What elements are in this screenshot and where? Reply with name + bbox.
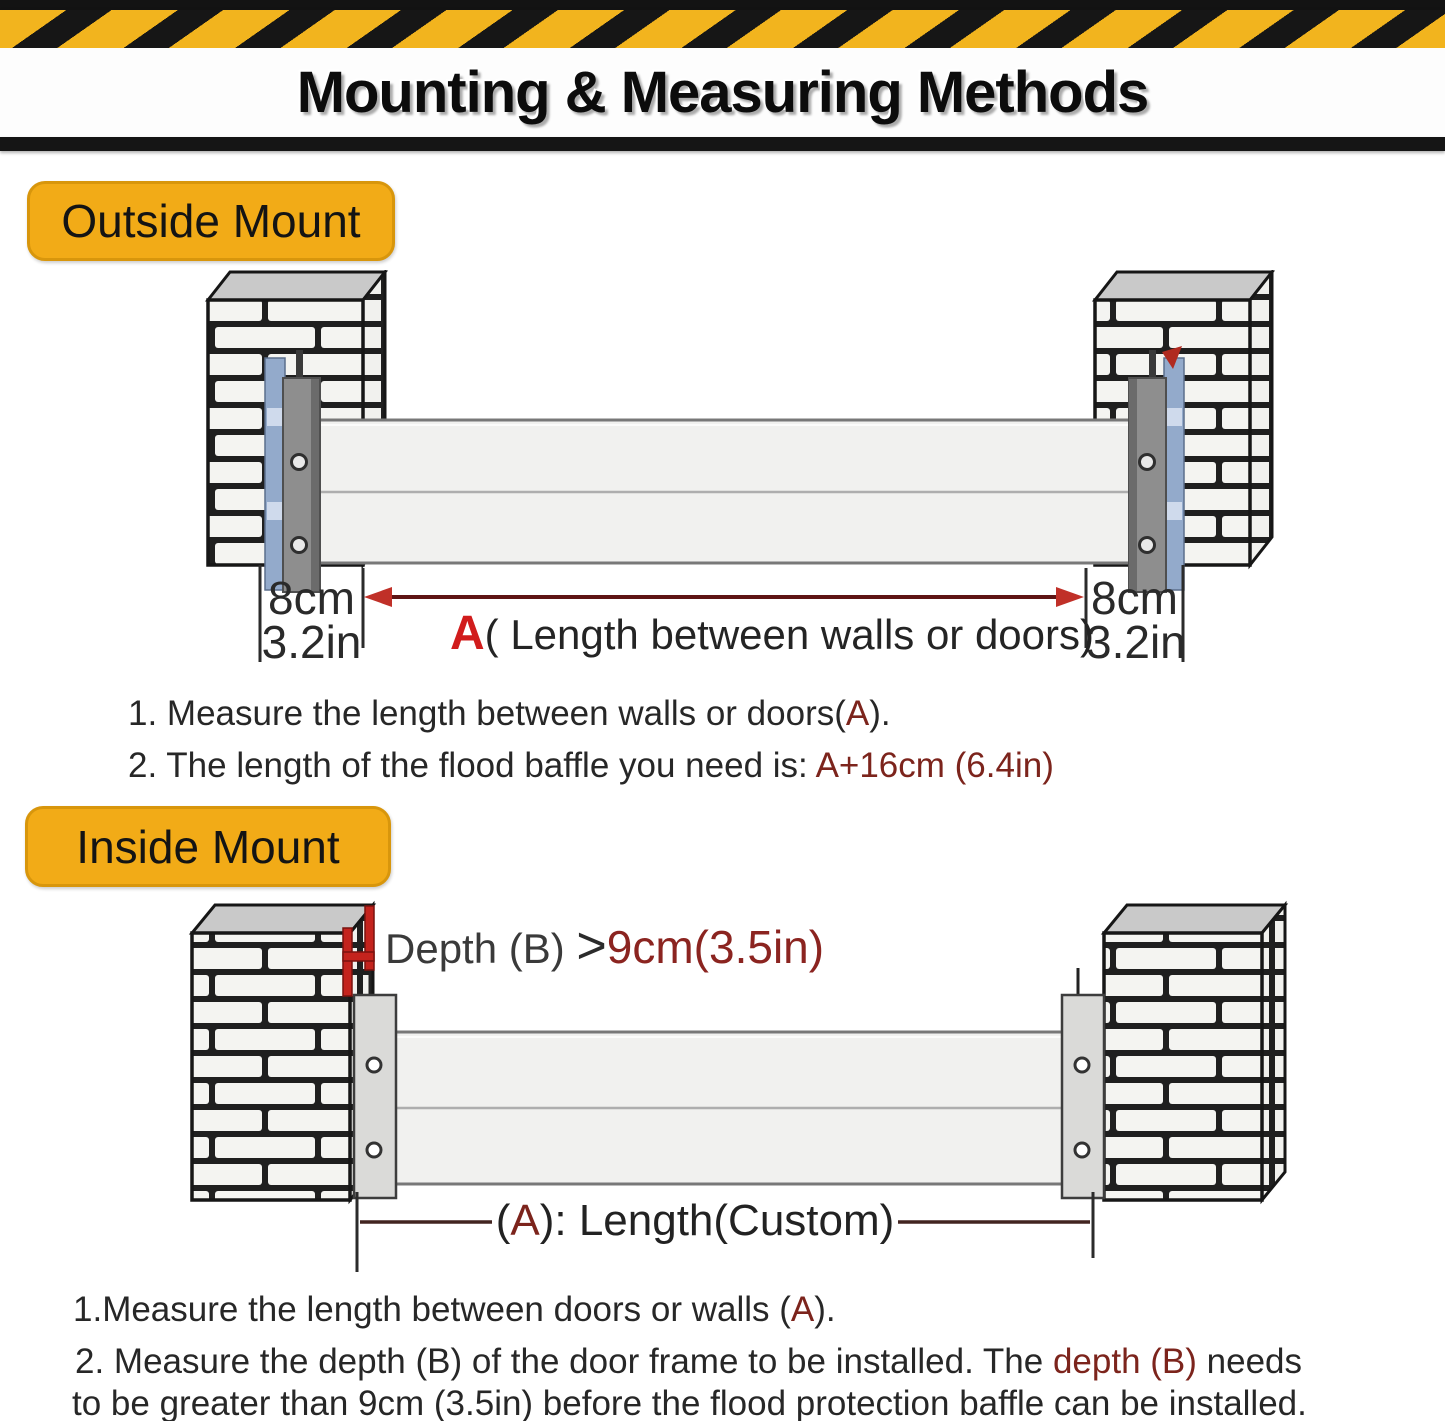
outside-step-1 (128, 694, 891, 734)
inside-right-pillar (1104, 905, 1285, 1200)
depth-label-text: Depth (B) (385, 925, 577, 972)
inside-step-1-em: A (790, 1290, 815, 1329)
length-em: A (510, 1196, 540, 1245)
right-overlap-dim (1086, 572, 1186, 668)
depth-value: 9cm(3.5in) (606, 921, 825, 973)
inside-mount-badge-label: Inside Mount (76, 820, 340, 873)
right-overlap-cm: 8cm (1091, 572, 1178, 624)
outside-step-2 (128, 746, 1054, 786)
left-overlap-dim (260, 572, 363, 668)
flood-barrier-outside (316, 420, 1134, 563)
left-overlap-in: 3.2in (261, 616, 362, 668)
inside-right-bracket (1062, 968, 1104, 1198)
left-overlap-cm: 8cm (268, 572, 355, 624)
inside-step-1-end: ). (814, 1290, 836, 1329)
inside-step-2-line2 (72, 1384, 1307, 1421)
mount-pin (1149, 350, 1156, 380)
inside-step-2-line1 (75, 1342, 1302, 1382)
outside-step-1-em: A (845, 694, 870, 733)
inside-step-2-end: needs (1196, 1342, 1303, 1381)
inside-step-2-text: 2. Measure the depth (B) of the door frame to be installed. The (75, 1342, 1053, 1381)
mount-pin (296, 350, 303, 380)
right-overlap-in: 3.2in (1086, 616, 1186, 668)
hazard-stripe-band (0, 10, 1445, 48)
length-post: ): Length(Custom) (539, 1196, 895, 1245)
outside-step-2-text: 2. The length of the flood baffle you need is: (128, 746, 816, 785)
outside-mount-badge-label: Outside Mount (61, 195, 361, 247)
depth-label (385, 916, 824, 976)
inside-mount-badge (25, 806, 391, 887)
inside-step-1 (73, 1290, 836, 1330)
outside-left-bracket (265, 350, 320, 592)
outside-step-2-em: A+16cm (6.4in) (815, 746, 1054, 785)
length-label-text: ( Length between walls or doors) (484, 611, 1094, 658)
greater-than-sign: > (576, 917, 607, 975)
outside-mount-badge (27, 181, 395, 261)
length-arrow-label (450, 606, 1094, 661)
top-black-bar (0, 0, 1445, 10)
inside-left-bracket (354, 968, 396, 1198)
outside-step-1-text: 1. Measure the length between walls or doors( (128, 694, 846, 733)
custom-length-label (495, 1196, 895, 1246)
length-pre: ( (495, 1196, 511, 1245)
outside-right-bracket (1129, 346, 1184, 592)
title-underline-bar (0, 137, 1445, 151)
inside-step-2-em: depth (B) (1052, 1342, 1197, 1381)
inside-step-1-text: 1.Measure the length between doors or walls ( (73, 1290, 791, 1329)
title-band (0, 48, 1445, 137)
outside-step-1-end: ). (869, 694, 891, 733)
page-title: Mounting & Measuring Methods (296, 60, 1149, 125)
length-symbol-a: A (450, 607, 485, 660)
inside-step-2-continued: to be greater than 9cm (3.5in) before the flood protection baffle can be installed. (72, 1384, 1307, 1421)
length-arrow (364, 587, 1084, 607)
flood-barrier-inside (392, 1032, 1066, 1184)
